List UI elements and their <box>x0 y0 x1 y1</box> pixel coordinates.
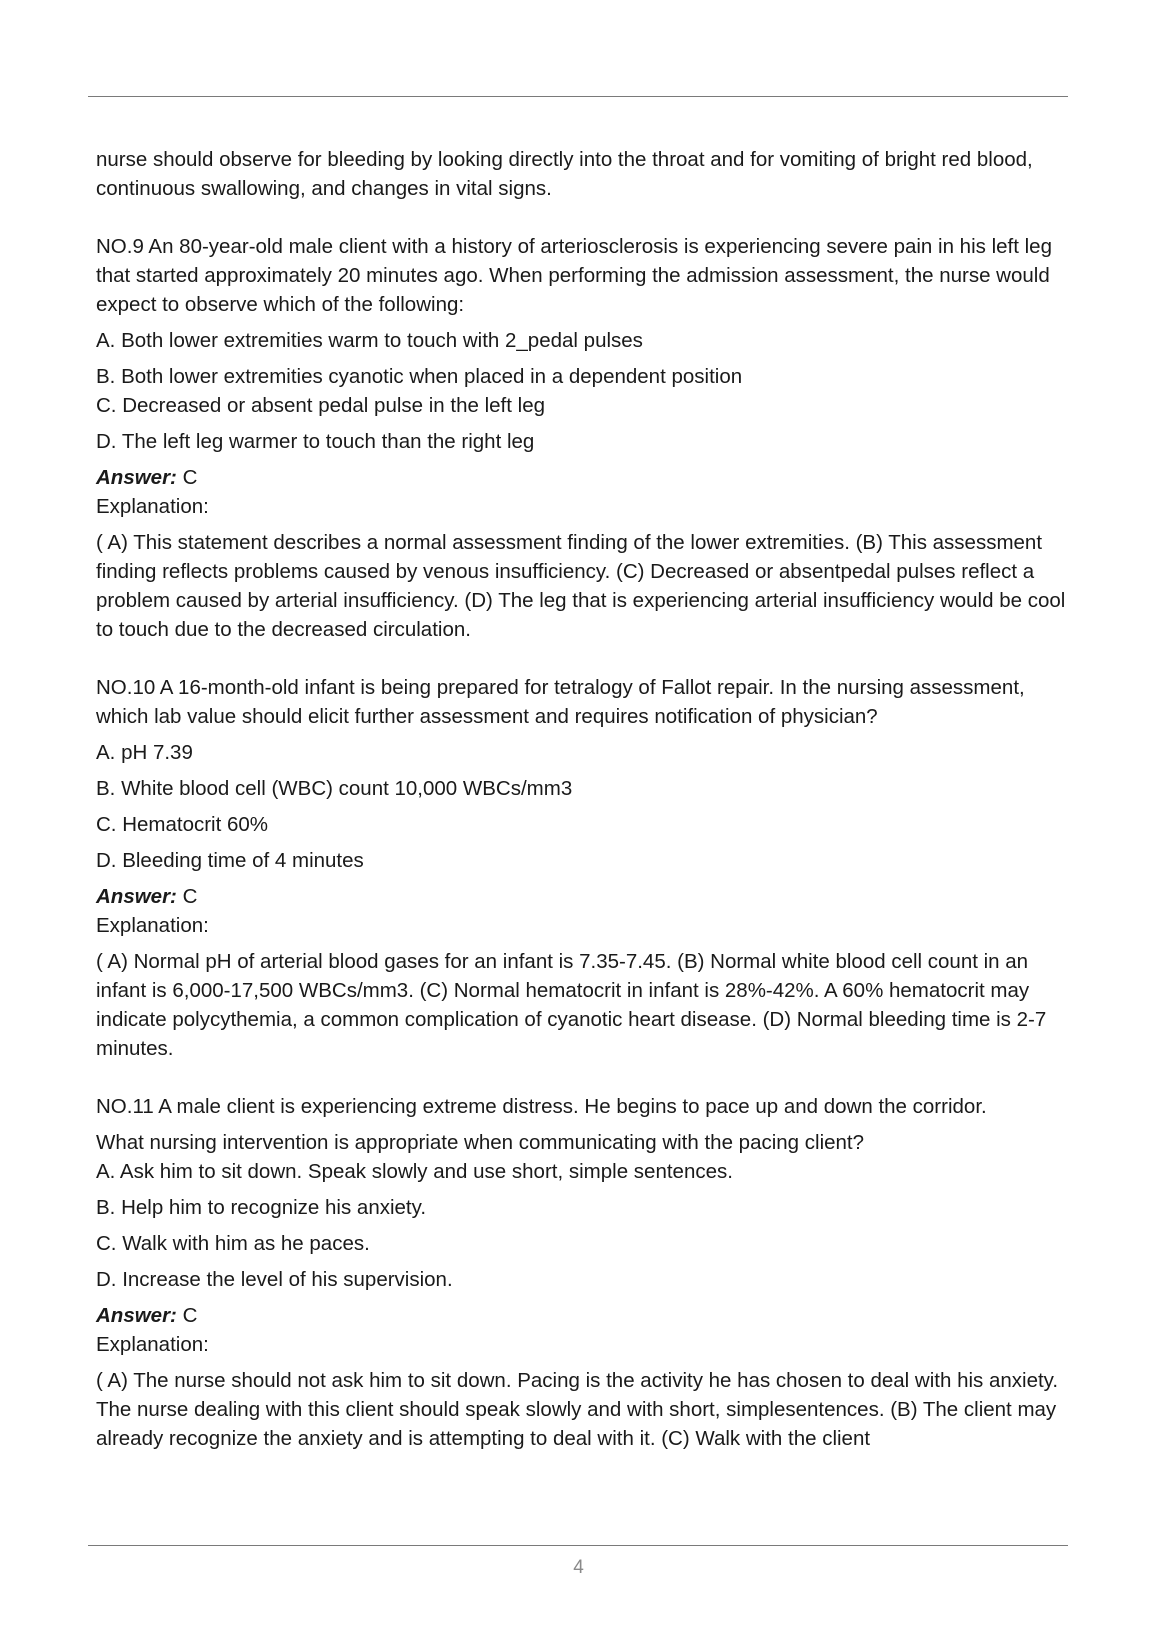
question-11-stem-line-2: What nursing intervention is appropriate when communicating with the pacing client? <box>96 1131 865 1154</box>
question-10-option-c: C. Hematocrit 60% <box>96 813 269 836</box>
intro-paragraph: nurse should observe for bleeding by looking directly into the throat and for vomiting of bright red blood, continuous swallowing, and changes in vital signs. <box>96 148 1033 200</box>
question-11-option-d: D. Increase the level of his supervision. <box>96 1268 453 1291</box>
question-9-explanation: ( A) This statement describes a normal assessment finding of the lower extremities. (B) This assessment finding reflects problems caused by venous insufficiency. (C) Decreased or absentpedal pulses reflect a problem caused by arterial insufficiency. (D) The leg that is experiencing arterial insufficiency would be cool to touch due to the decreased circulation. <box>96 531 1066 641</box>
answer-value: C <box>176 466 198 489</box>
answer-value: C <box>176 1304 198 1327</box>
question-9-option-d: D. The left leg warmer to touch than the right leg <box>96 430 535 453</box>
question-11-stem-line-1: NO.11 A male client is experiencing extreme distress. He begins to pace up and down the corridor. <box>96 1095 987 1118</box>
question-9-explanation-label: Explanation: <box>96 495 209 518</box>
answer-label: Answer: <box>96 1304 177 1327</box>
question-10-option-b: B. White blood cell (WBC) count 10,000 WBCs/mm3 <box>96 777 573 800</box>
question-9-option-b: B. Both lower extremities cyanotic when placed in a dependent position <box>96 365 743 388</box>
question-10-explanation: ( A) Normal pH of arterial blood gases for an infant is 7.35-7.45. (B) Normal white blood cell count in an infant is 6,000-17,500 WBCs/mm3. (C) Normal hematocrit in infant is 28%-42%. A 60% hematocrit may indicate polycythemia, a common complication of cyanotic heart disease. (D) Normal bleeding time is 2-7 minutes. <box>96 950 1047 1060</box>
page-number: 4 <box>573 1557 584 1578</box>
answer-label: Answer: <box>96 885 177 908</box>
question-10-option-a: A. pH 7.39 <box>96 741 193 764</box>
question-9-stem: NO.9 An 80-year-old male client with a history of arteriosclerosis is experiencing severe pain in his left leg that started approximately 20 minutes ago. When performing the admission assessment, the nurse would expect to observe which of the following: <box>96 235 1052 316</box>
question-11-option-c: C. Walk with him as he paces. <box>96 1232 370 1255</box>
question-10-explanation-label: Explanation: <box>96 914 209 937</box>
header-rule <box>88 96 1068 97</box>
question-11-explanation-label: Explanation: <box>96 1333 209 1356</box>
question-9-answer <box>96 463 1068 492</box>
question-10-option-d: D. Bleeding time of 4 minutes <box>96 849 364 872</box>
question-9-option-a: A. Both lower extremities warm to touch with 2_pedal pulses <box>96 329 643 352</box>
question-10-answer <box>96 882 1068 911</box>
answer-value: C <box>176 885 198 908</box>
page-content <box>96 145 1068 1453</box>
footer-rule <box>88 1545 1068 1546</box>
question-11-answer <box>96 1301 1068 1330</box>
question-9-option-c: C. Decreased or absent pedal pulse in the left leg <box>96 394 545 417</box>
question-10-stem: NO.10 A 16-month-old infant is being prepared for tetralogy of Fallot repair. In the nursing assessment, which lab value should elicit further assessment and requires notification of physician? <box>96 676 1025 728</box>
question-11-explanation: ( A) The nurse should not ask him to sit down. Pacing is the activity he has chosen to deal with his anxiety. The nurse dealing with this client should speak slowly and with short, simplesentences. (B) The client may already recognize the anxiety and is attempting to deal with it. (C) Walk with the client <box>96 1369 1059 1450</box>
answer-label: Answer: <box>96 466 177 489</box>
question-11-option-b: B. Help him to recognize his anxiety. <box>96 1196 427 1219</box>
question-11-option-a: A. Ask him to sit down. Speak slowly and use short, simple sentences. <box>96 1160 733 1183</box>
